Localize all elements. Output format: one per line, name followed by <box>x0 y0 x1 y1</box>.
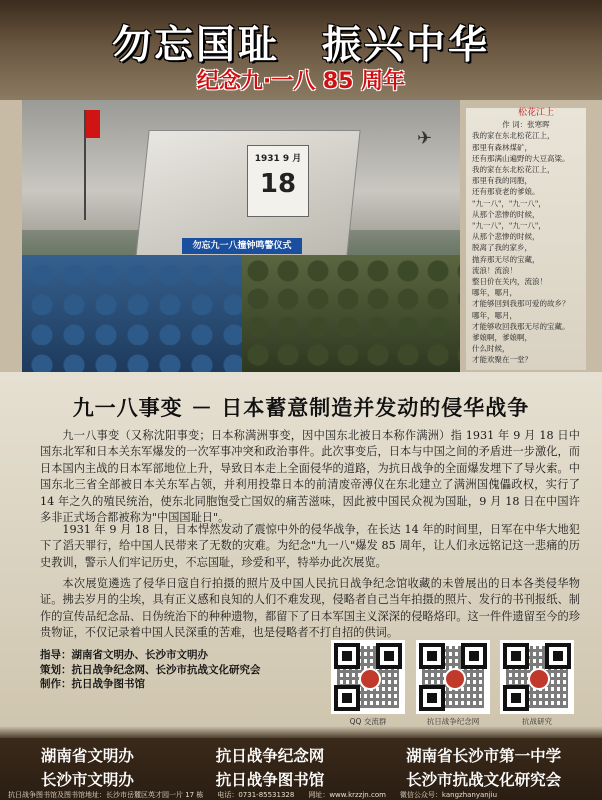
credits-plan-value: 抗日战争纪念网、长沙市抗战文化研究会 <box>71 663 261 676</box>
poem-line: 什么时候， <box>472 344 510 354</box>
poem-line: 哪年，哪月， <box>472 288 517 298</box>
monument-month: 1931 9 月 <box>254 154 302 164</box>
poem-line: 才能够回到我那可爱的故乡？ <box>472 299 570 309</box>
poster-subtitle: 纪念九·一八 85 周年 <box>196 69 406 94</box>
poem-line: 还有那衰老的爹娘。 <box>472 187 540 197</box>
qr-code-krzzjn[interactable] <box>416 640 490 727</box>
crowd-green-uniforms <box>242 255 460 372</box>
ceremony-banner: 勿忘九一八撞钟鸣警仪式 <box>182 238 302 254</box>
poem-title: 松花江上 <box>517 108 554 118</box>
qr-code-icon <box>500 640 574 714</box>
airplane-icon: ✈ <box>417 128 433 149</box>
qr-code-qq[interactable] <box>331 640 405 727</box>
header <box>0 0 602 100</box>
credits-make-value: 抗日战争图书馆 <box>71 678 145 690</box>
footer-org-row-1 <box>0 744 602 766</box>
poem-line: 我的家在东北松花江上， <box>472 165 555 175</box>
poem-author: 作 词：张寒晖 <box>502 120 550 130</box>
footer-org: 抗日战争纪念网 <box>215 747 325 765</box>
memorial-photo <box>22 100 460 372</box>
poem-line: 脱离了我的家乡， <box>472 243 532 253</box>
qr-label: 抗战研究 <box>522 717 552 726</box>
poem-line: 哪年，哪月， <box>472 310 517 320</box>
credits-make-label: 制作： <box>40 678 72 690</box>
article-headline: 九一八事变 － 日本蓄意制造并发动的侵华战争 <box>72 396 530 420</box>
article-paragraph-3: 本次展览遴选了侵华日寇自行拍摄的照片及中国人民抗日战争纪念馆收藏的未曾展出的日本各类侵华物证。拂去岁月的尘埃，具有正义感和良知的人们不难发现，侵略者自己当年拍摄的照片、发行的书刊报纸、制作的宣传品纪念品、日伪统治下的种种遗物，都留下了日本军国主义深深的侵略烙印。这一件件遗留至今的珍贵物证，不仅记录着中国人民深重的苦难，也是侵略者不打自招的供词。 <box>40 577 580 640</box>
credits-block <box>40 648 340 692</box>
poem-lines <box>466 130 586 365</box>
footer <box>0 738 602 800</box>
poem-line: "九一八"，"九一八"， <box>472 198 546 208</box>
poem-line: 整日价在关内，流浪！ <box>472 277 547 287</box>
footer-org: 长沙市文明办 <box>40 771 134 789</box>
credits-plan-label: 策划： <box>40 663 72 676</box>
poster-title: 勿忘国耻 振兴中华 <box>111 23 490 68</box>
poem-line: 抛弃那无尽的宝藏， <box>472 254 540 264</box>
poem-line: 才能欢聚在一堂？ <box>472 355 532 365</box>
poem-line: 还有那满山遍野的大豆高粱。 <box>472 153 570 163</box>
article-section <box>0 372 602 738</box>
poem-line: 才能够收回我那无尽的宝藏。 <box>472 321 570 331</box>
monument-calendar <box>247 145 309 217</box>
poem-line: 那里有森林煤矿， <box>472 142 532 152</box>
article-paragraph-1: 九一八事变（又称沈阳事变；日本称满洲事变，因中国东北被日本称作满洲）指 1931 年 9 月 18 日中国东北军和日本关东军爆发的一次军事冲突和政治事件。此次事变后，日本与中国之间的矛盾进一步激化，而日本国内主战的日本军部地位上升，导致日本走上全面侵华的道路，为抗日战争的全面爆发埋下了导火索。中国东北三省全部被日本关东军占领，并利用投靠日本的前清废帝溥仪在东北建立了满洲国傀儡政权，实行了 14 年之久的殖民统治，使东北同胞饱受亡国奴的痛苦滋味，因此被中国民众视为国耻，9 月 18 日在中国许多非正式场合都被称为"中国国耻日"。 <box>40 429 580 525</box>
monument-day: 18 <box>259 169 297 199</box>
article-paragraph-2: 1931 年 9 月 18 日，日本悍然发动了震惊中外的侵华战争，在长达 14 年的时间里，日军在中华大地犯下了滔天罪行，给中国人民带来了无数的灾难。为纪念"九一八"爆发 85 周年，让人们永远铭记这一悲痛的历史教训，警示人们牢记历史，不忘国耻，珍爱和平，特举办此次展览。 <box>40 523 580 569</box>
footer-org: 抗日战争图书馆 <box>215 771 325 789</box>
poem-line: 流浪！流浪！ <box>472 265 517 275</box>
qr-label: QQ 交流群 <box>349 717 387 726</box>
footer-org: 湖南省文明办 <box>40 747 134 765</box>
footer-org-row-2 <box>0 768 602 790</box>
footer-address: 抗日战争图书馆及图书馆地址：长沙市岳麓区英才园一片 17 栋 电话：0731-85531328 网址：www.krzzjn.com 微信公众号：kangzhanyanjiu <box>8 791 498 799</box>
footer-org: 长沙市抗战文化研究会 <box>406 771 562 789</box>
qr-code-research[interactable] <box>500 640 574 727</box>
qr-code-icon <box>331 640 405 714</box>
footer-org: 湖南省长沙市第一中学 <box>406 747 562 765</box>
poem-line: 从那个悲惨的时候， <box>472 232 540 242</box>
qr-label: 抗日战争纪念网 <box>426 717 480 726</box>
poem-line: 从那个悲惨的时候， <box>472 209 540 219</box>
poem-line: "九一八"，"九一八"， <box>472 221 546 231</box>
poem-line: 我的家在东北松花江上， <box>472 131 555 141</box>
credits-plan <box>40 663 340 678</box>
credits-guide-value: 湖南省文明办、长沙市文明办 <box>71 649 208 661</box>
credits-make <box>40 677 340 692</box>
credits-guide <box>40 648 340 663</box>
poem-line: 爹娘啊，爹娘啊， <box>472 333 532 343</box>
poem-panel <box>466 108 586 370</box>
poem-line: 那里有我的同胞， <box>472 176 532 186</box>
credits-guide-label: 指导： <box>40 649 72 661</box>
red-flag-icon <box>86 110 100 138</box>
qr-code-icon <box>416 640 490 714</box>
